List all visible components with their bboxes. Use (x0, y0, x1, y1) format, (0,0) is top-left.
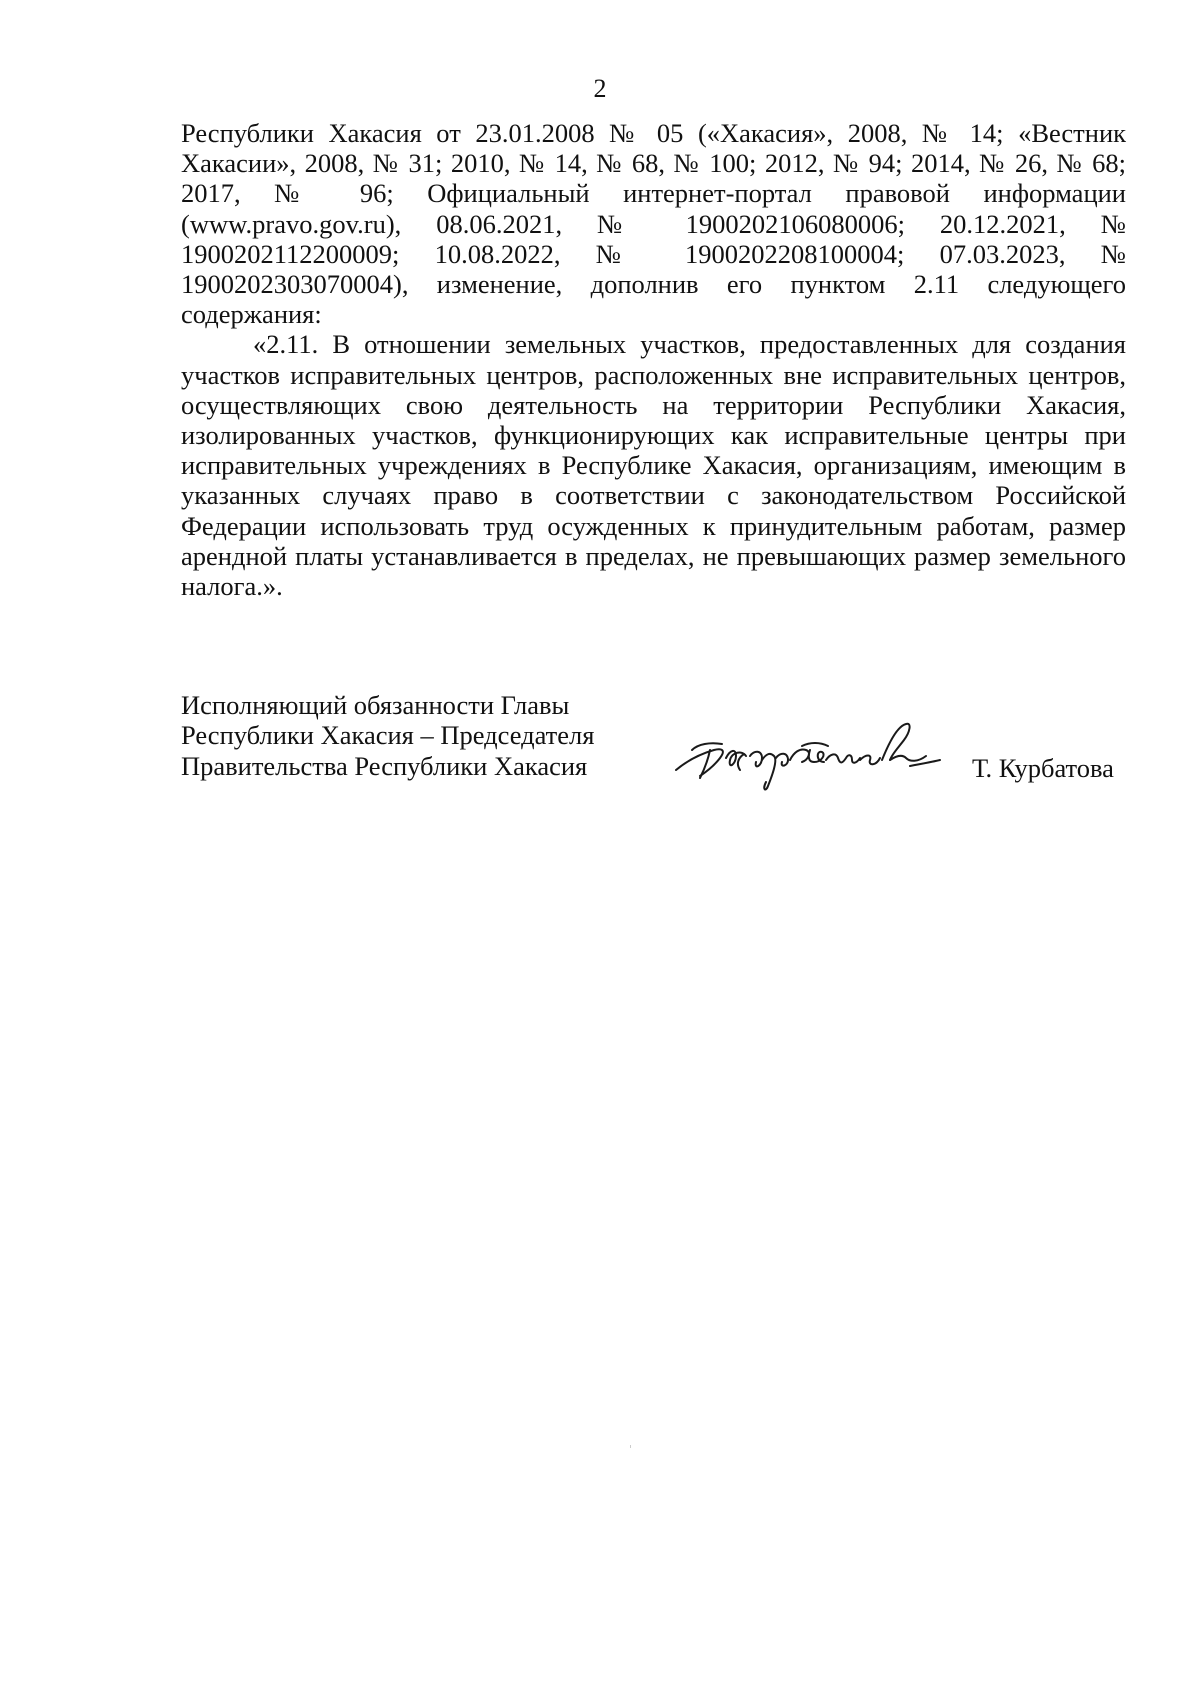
signer-position-line: Республики Хакасия – Председателя (181, 720, 595, 751)
signer-name: Т. Курбатова (972, 753, 1114, 783)
signer-position-line: Исполняющий обязанности Главы (181, 690, 570, 720)
signer-position (181, 690, 621, 781)
paragraph-clause-2-11: «2.11. В отношении земельных участков, предоставленных для создания участков исправительных центров, расположенных вне исправительных центров, осуществляющих свою деятельность на территории Республики Хакасия, изолированных участков, функционирующих как исправительные центры при исправительных учреждениях в Республике Хакасия, организациям, имеющим в указанных случаях право в соответствии с законодательством Российской Федерации использовать труд осужденных к принудительным работам, размер арендной платы устанавливается в пределах, не превышающих размер земельного налога.». (181, 329, 1126, 602)
signer-position-line: Правительства Республики Хакасия (181, 750, 588, 781)
document-body (181, 118, 1126, 601)
handwritten-signature (670, 720, 960, 800)
scan-artifact (630, 1445, 631, 1448)
paragraph-amendment-reference: Республики Хакасия от 23.01.2008 № 05 («Хакасия», 2008, № 14; «Вестник Хакасии», 2008, № 31; 2010, № 14, № 68, № 100; 2012, № 94; 2014, № 26, № 68; 2017, № 96; Официальный интернет-портал правовой информации (www.pravo.gov.ru), 08.06.2021, № 1900202106080006; 20.12.2021, № 1900202112200009; 10.08.2022, № 1900202208100004; 07.03.2023, № 1900202303070004), изменение, дополнив его пунктом 2.11 следующего содержания: (181, 118, 1126, 330)
page-number: 2 (593, 74, 607, 103)
